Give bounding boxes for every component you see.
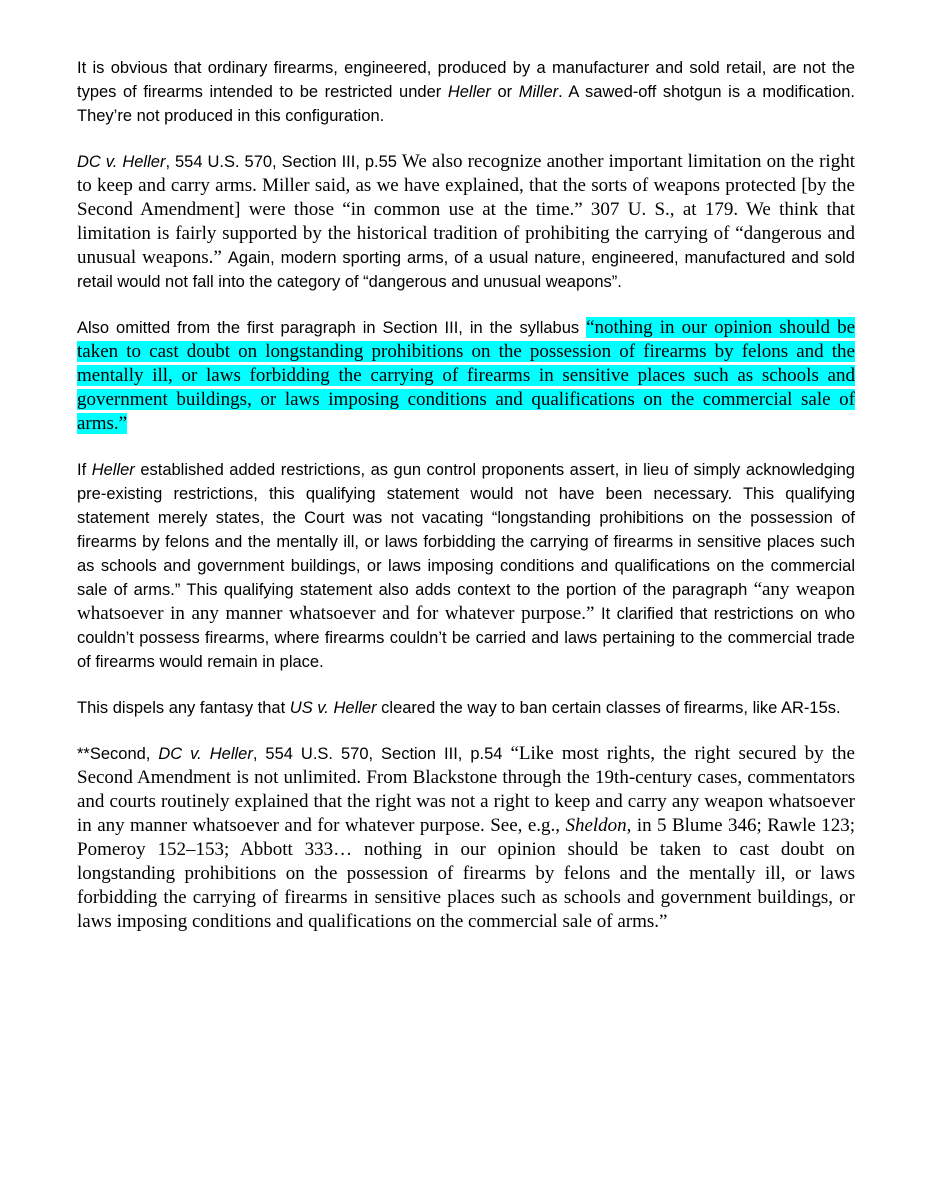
text-segment: cleared the way to ban certain classes of firearms, like AR-15s. (376, 699, 841, 717)
case-name-us-heller: US v. Heller (289, 699, 377, 717)
case-name-heller: Heller (91, 461, 135, 479)
text-segment: It is obvious that ordinary firearms, engineered, produced by a manufacturer and sold retail, are not the types of firearms intended to be restricted under (77, 59, 855, 101)
court-quote: We also recognize another important limitation on the right to keep and carry arms. Miller said, as we have explained, that the sorts of weapons protected [by the Second Amendment] were those “in common use at the time.” 307 U. S., at 179. We think that limitation is fairly supported by the historical tradition of prohibiting the carrying of “dangerous and unusual weapons.” (77, 151, 855, 268)
paragraph-syllabus-omission (77, 316, 855, 436)
case-name-heller: Heller (447, 83, 491, 101)
text-segment: . A sawed-off shotgun is a modification. They’re not produced in this configuration. (77, 83, 856, 125)
text-segment: **Second, (77, 745, 159, 763)
text-segment: If (77, 461, 92, 479)
case-citation-name: DC v. Heller (158, 745, 253, 763)
paragraph-dc-heller-p54 (77, 742, 855, 934)
case-name-sheldon: Sheldon (565, 815, 627, 836)
case-citation-name: DC v. Heller (77, 153, 166, 171)
text-segment: It clarified that restrictions on who couldn’t possess firearms, where firearms couldn’t be carried and laws pertaining to the commercial trade of firearms would remain in place. (77, 605, 856, 671)
paragraph-ordinary-firearms (77, 56, 855, 128)
case-citation: , 554 U.S. 570, Section III, p.54 (252, 745, 511, 763)
author-comment: Again, modern sporting arms, of a usual nature, engineered, manufactured and sold retail would not fall into the category of “dangerous and unusual weapons”. (77, 249, 855, 291)
document-page (77, 56, 855, 956)
highlighted-quote: “nothing in our opinion should be taken to cast doubt on longstanding prohibitions on the possession of firearms by felons and the mentally ill, or laws forbidding the carrying of firearms in sensitive places such as schools and government buildings, or laws imposing conditions and qualifications on the commercial sale of arms.” (77, 317, 856, 434)
text-segment: established added restrictions, as gun control proponents assert, in lieu of simply acknowledging pre-existing restrictions, this qualifying statement would not have been necessary. This qualifying statement merely states, the Court was not vacating “longstanding prohibitions on the possession of firearms by felons and the mentally ill, or laws forbidding the carrying of firearms in sensitive places such as schools and government buildings, or laws imposing conditions and qualifications on the commercial sale of arms.” This qualifying statement also adds context to the portion of the paragraph (77, 461, 855, 599)
case-citation: , 554 U.S. 570, Section III, p.55 (165, 153, 402, 171)
court-quote: , in 5 Blume 346; Rawle 123; Pomeroy 152–153; Abbott 333… nothing in our opinion should be taken to cast doubt on longstanding prohibitions on the possession of firearms by felons and the mentally ill, or laws forbidding the carrying of firearms in sensitive places such as schools and government buildings, or laws imposing conditions and qualifications on the commercial sale of arms.” (77, 815, 855, 932)
paragraph-qualifying-statement (77, 458, 855, 674)
text-segment: or (490, 83, 519, 101)
text-segment: Also omitted from the first paragraph in Section III, in the syllabus (77, 319, 587, 337)
court-quote: “Like most rights, the right secured by the Second Amendment is not unlimited. From Blackstone through the 19th-century cases, commentators and courts routinely explained that the right was not a right to keep and carry any weapon whatsoever in any manner whatsoever and for whatever purpose. See, e.g., (77, 743, 855, 836)
case-name-miller: Miller (518, 83, 559, 101)
paragraph-dc-heller-p55 (77, 150, 855, 294)
paragraph-dispels-fantasy (77, 696, 855, 720)
court-quote: “any weapon whatsoever in any manner whatsoever and for whatever purpose.” (77, 579, 855, 624)
text-segment: This dispels any fantasy that (77, 699, 290, 717)
